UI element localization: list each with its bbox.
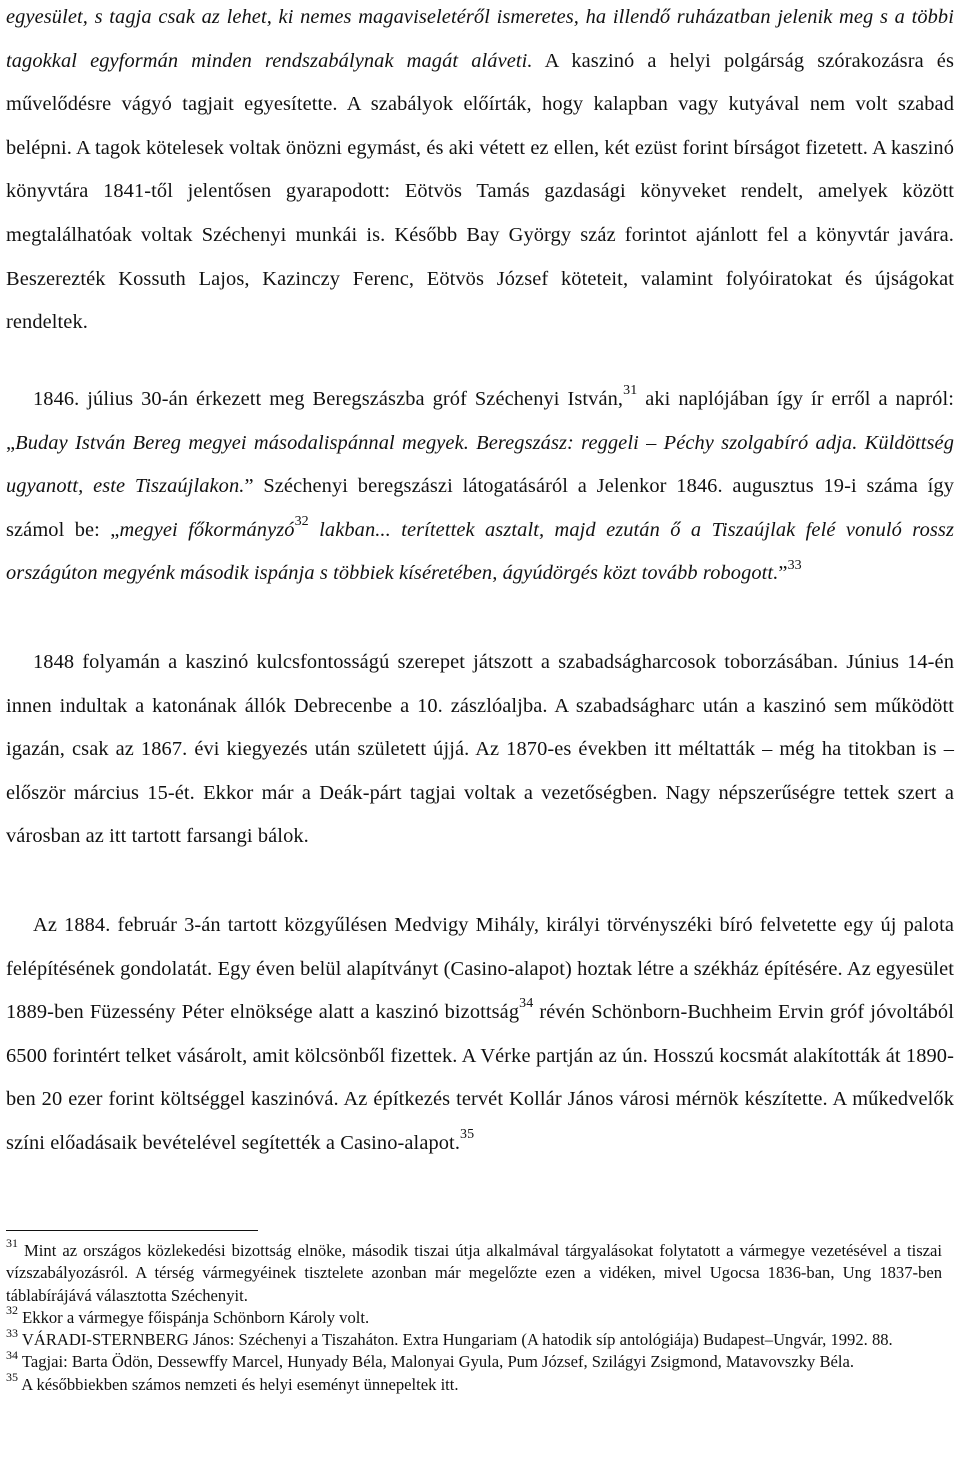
italic-quote: egyesület, s tagja csak az lehet, ki nemes magaviseletéről ismeretes, ha illendő ruházatban jelenik meg s a többi tagokkal egyformán minden rendszabálynak magát aláveti.	[6, 6, 954, 72]
footnote-number: 35	[6, 1370, 18, 1385]
footnote-text: Tagjai: Barta Ödön, Dessewffy Marcel, Hunyady Béla, Malonyai Gyula, Pum József, Szilágyi Zsigmond, Matavovszky Béla.	[18, 1352, 855, 1372]
footnote-text: VÁRADI-STERNBERG János: Széchenyi a Tiszaháton. Extra Hungariam (A hatodik síp antológiája) Budapest–Ungvár, 1992. 88.	[18, 1330, 893, 1350]
footnote-31	[0, 1236, 948, 1307]
text-run: aki naplójában így ír erről a napról: „	[6, 388, 954, 454]
text-run: ” Széchenyi beregszászi látogatásáról a Jelenkor 1846. augusztus 19-i száma így számol be: „	[6, 475, 955, 541]
footnote-ref: 33	[787, 557, 802, 573]
paragraph-casino-rules	[0, 0, 960, 345]
footnote-number: 32	[6, 1303, 18, 1318]
footnote-text: Mint az országos közlekedési bizottság elnöke, második tiszai útja alkalmával tárgyalásokat folytatott a vármegye vezetésével a tiszai vízszabályozásról. A térség vármegyéinek tisztelete azonban már megelőzte ezen a vidéken, mivel Ugocsa 1836-ban, Ung 1837-ben táblabírájává választotta Széchenyit.	[6, 1241, 942, 1305]
italic-quote: lakban... terítettek asztalt, majd ezután ő a Tiszaújlak felé vonuló rossz országúton megyénk második ispánja s többiek kíséretében, ágyúdörgés közt tovább robogott.	[6, 518, 954, 585]
footnote-number: 31	[6, 1236, 18, 1251]
footnote-number: 33	[6, 1325, 18, 1340]
paragraph-szechenyi-visit	[0, 378, 960, 596]
footnote-34	[0, 1347, 948, 1373]
text-run: A kaszinó a helyi polgárság szórakozásra és művelődésre vágyó tagjait egyesítette. A szabályok előírták, hogy kalapban vagy kutyával nem volt szabad belépni. A tagok kötelesek voltak önözni egymást, és aki vétett ez ellen, két ezüst forint bírságot fizetett. A kaszinó könyvtára 1841-től jelentősen gyarapodott: Eötvös Tamás gazdasági könyveket rendelt, amelyek között megtalálhatóak voltak Széchenyi munkái is. Később Bay György száz forintot ajánlott fel a könyvtár javára. Beszerezték Kossuth Lajos, Kazinczy Ferenc, Eötvös József köteteit, valamint folyóiratokat és újságokat rendeltek.	[6, 49, 954, 334]
text-run: 1848 folyamán a kaszinó kulcsfontosságú szerepet játszott a szabadságharcosok toborzásában. Június 14-én innen indultak a katonának állók Debrecenbe a 10. zászlóaljba. A szabadságharc után a kaszinó sem működött igazán, csak az 1867. évi kiegyezés után született újjá. Az 1870-es években itt méltatták – még ha titokban is – először március 15-ét. Ekkor már a Deák-párt tagjai voltak a vezetőségben. Nagy népszerűségre tettek szert a városban az itt tartott farsangi bálok.	[6, 651, 954, 848]
footnotes	[0, 1236, 948, 1396]
footnote-35	[0, 1370, 948, 1396]
footnote-ref: 35	[460, 1127, 475, 1143]
footnote-32	[0, 1303, 948, 1329]
footnote-separator	[6, 1230, 258, 1231]
footnote-text: Ekkor a vármegye főispánja Schönborn Károly volt.	[18, 1307, 370, 1327]
footnote-ref: 32	[294, 513, 309, 529]
italic-quote: megyei főkormányzó	[119, 518, 295, 541]
text-run: Az 1884. február 3-án tartott közgyűlésen Medvigy Mihály, királyi törvényszéki bíró felvetette egy új palota felépítésének gondolatát. Egy éven belül alapítványt (Casino-alapot) hoztak létre a székház építésére. Az egyesület 1889-ben Füzessény Péter elnöksége alatt a kaszinó bizottság	[6, 914, 954, 1024]
italic-quote: Buday István Bereg megyei másodalispánnal megyek. Beregszász: reggeli – Péchy szolgabíró adja. Küldöttség ugyanott, este Tiszaújlakon.	[6, 431, 954, 498]
text-run: révén Schönborn-Buchheim Ervin gróf jóvoltából 6500 forintért telket vásárolt, amit kölcsönből fizettek. A Vérke partján az ún. Hosszú kocsmát alakították át 1890-ben 20 ezer forint költséggel kaszinóvá. Az építkezés tervét Kollár János városi mérnök készítette. A műkedvelők színi előadásaik bevételével segítették a Casino-alapot.	[6, 1001, 954, 1154]
text-run: ”	[778, 562, 788, 585]
footnote-ref: 34	[519, 996, 534, 1012]
footnote-text: A későbbiekben számos nemzeti és helyi eseményt ünnepeltek itt.	[18, 1374, 459, 1394]
text-run: 1846. július 30-án érkezett meg Beregszászba gróf Széchenyi István,	[33, 388, 624, 410]
footnote-number: 34	[6, 1347, 18, 1362]
paragraph-1884-palace	[0, 904, 960, 1166]
footnote-ref: 31	[623, 383, 638, 399]
footnote-33	[0, 1325, 948, 1351]
paragraph-1848	[0, 641, 960, 859]
